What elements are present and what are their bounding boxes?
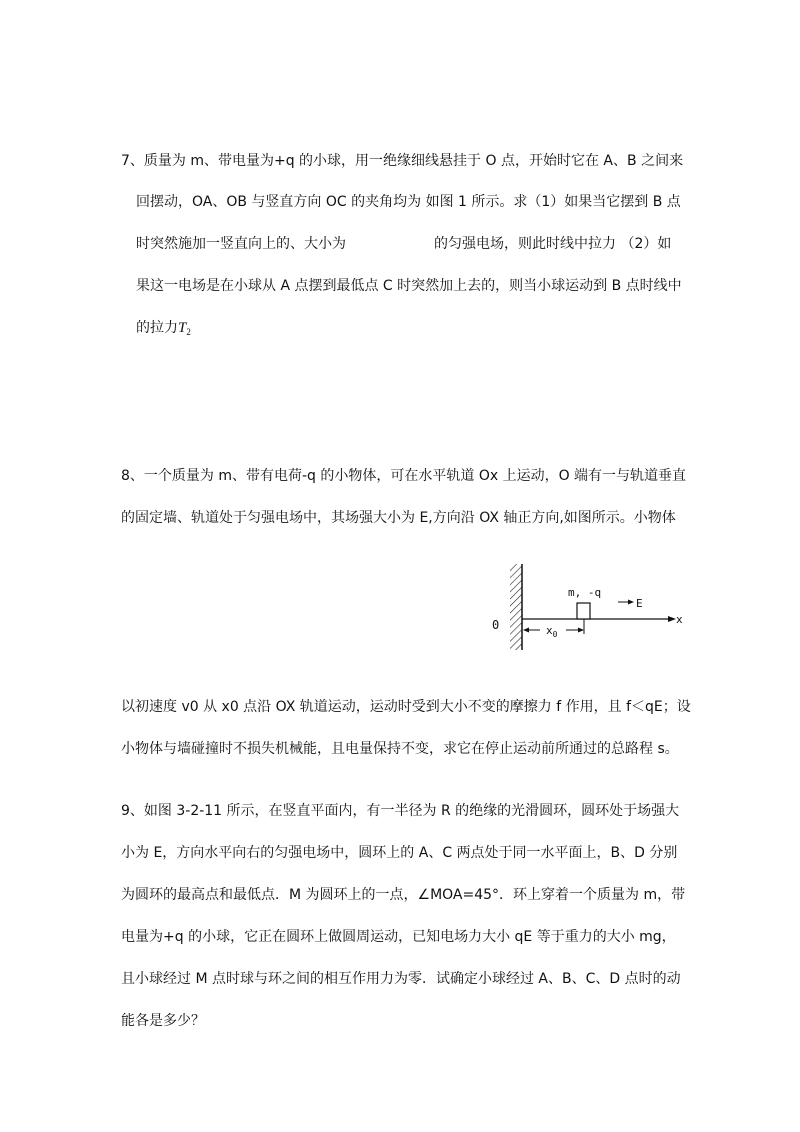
wall-hatch <box>510 564 522 650</box>
e-field-arrowhead <box>628 600 634 605</box>
problem7-line3 <box>136 234 671 254</box>
problem9-line6: 能各是多少？ <box>121 1013 205 1029</box>
x0-right-arrowhead <box>578 628 584 633</box>
wall-track-figure <box>490 562 690 652</box>
label-O: 0 <box>492 618 500 632</box>
label-E: E <box>636 597 643 610</box>
problem9-line5: 且小球经过 M 点时球与环之间的相互作用力为零．试确定小球经过 A、B、C、D 点时的动 <box>121 971 681 987</box>
x0-left-arrowhead <box>523 628 529 633</box>
problem8-line1: 8、一个质量为 m、带有电荷-q 的小物体，可在水平轨道 Ox 上运动，O 端有一与轨道垂直 <box>121 468 687 484</box>
tension-symbol: $T_2$ <box>178 320 191 337</box>
problem7-line5 <box>136 318 191 342</box>
label-x: x <box>676 613 683 626</box>
problem7-line3-part2: 的匀强电场，则此时线中拉力 （2）如 <box>434 236 672 252</box>
problem7-line3-part1: 时突然施加一竖直向上的、大小为 <box>136 236 346 252</box>
problem7-line5-text: 的拉力 <box>136 320 178 336</box>
problem9-line2: 小为 E，方向水平向右的匀强电场中，圆环上的 A、C 两点处于同一水平面上，B、D 分别 <box>121 845 678 861</box>
block <box>577 603 590 619</box>
problem7-line1: 7、质量为 m、带电量为+q 的小球，用一绝缘细线悬挂于 O 点，开始时它在 A、B 之间来 <box>121 153 684 169</box>
problem9-line1: 9、如图 3-2-11 所示，在竖直平面内，有一半径为 R 的绝缘的光滑圆环，圆环处于场强大 <box>121 803 680 819</box>
problem8-line4: 小物体与墙碰撞时不损失机械能，且电量保持不变，求它在停止运动前所通过的总路程 s。 <box>121 741 679 757</box>
problem9-line3: 为圆环的最高点和最低点．M 为圆环上的一点，∠MOA=45°．环上穿着一个质量为 m，带 <box>121 887 686 903</box>
problem7-line4: 果这一电场是在小球从 A 点摆到最低点 C 时突然加上去的，则当小球运动到 B 点时线中 <box>136 278 682 294</box>
problem8-line3: 以初速度 v0 从 x0 点沿 OX 轨道运动，运动时受到大小不变的摩擦力 f 作用，且 f＜qE；设 <box>121 699 691 715</box>
label-x0: $x_0$ <box>546 624 558 639</box>
label-mq: m, -q <box>568 586 602 599</box>
problem8-line2: 的固定墙、轨道处于匀强电场中，其场强大小为 E,方向沿 OX 轴正方向,如图所示。小物体 <box>121 510 676 526</box>
x-axis-arrow <box>668 616 676 622</box>
problem9-line4: 电量为+q 的小球，它正在圆环上做圆周运动，已知电场力大小 qE 等于重力的大小 mg， <box>121 929 676 945</box>
problem7-line2: 回摆动，OA、OB 与竖直方向 OC 的夹角均为 如图 1 所示。求（1）如果当它摆到 B 点 <box>136 194 681 210</box>
